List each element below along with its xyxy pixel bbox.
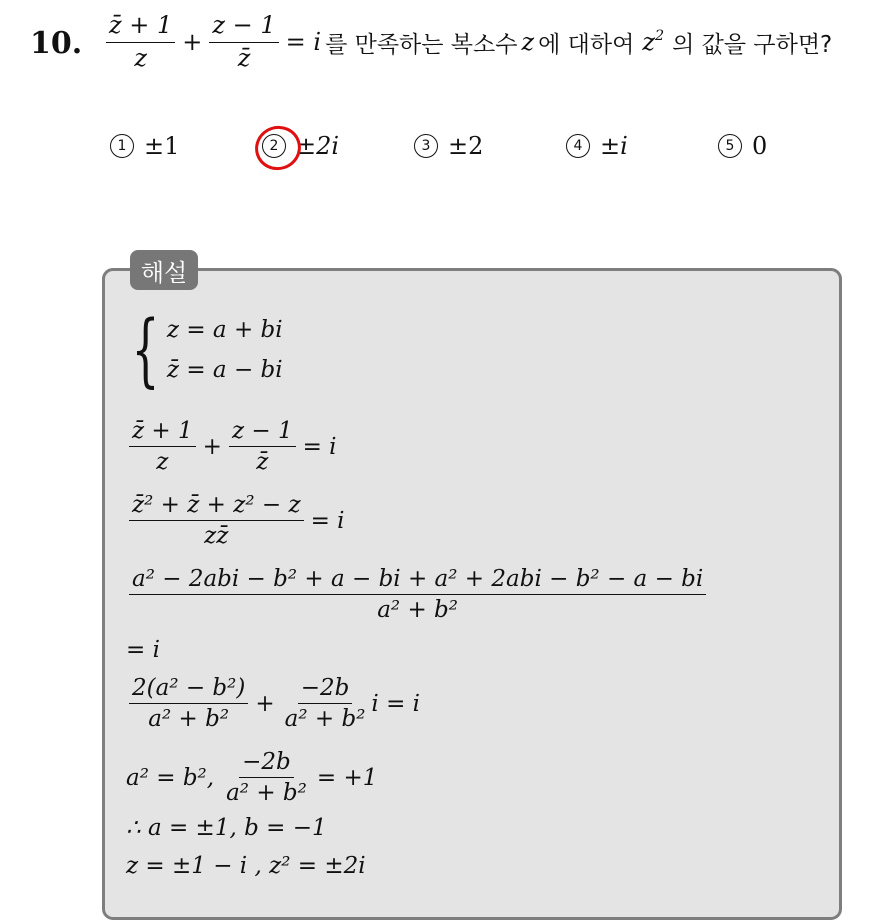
question-korean-3: 의 값을 구하면? bbox=[672, 31, 833, 58]
system-lines bbox=[167, 317, 283, 383]
numerator: z − 1 bbox=[209, 12, 278, 43]
numerator: z̄² + z̄ + z² − z bbox=[129, 492, 304, 521]
solution-line-5 bbox=[126, 675, 420, 733]
fraction bbox=[129, 418, 196, 476]
numerator: z̄ + 1 bbox=[106, 12, 175, 43]
choice-number-wrap bbox=[262, 134, 286, 158]
choice-value: ±i bbox=[600, 132, 628, 160]
z-squared bbox=[642, 28, 664, 56]
rhs: i = i bbox=[371, 690, 421, 717]
denominator: zz̄ bbox=[204, 523, 229, 550]
numerator: −2b bbox=[298, 675, 353, 704]
question-number: 10. bbox=[30, 26, 83, 61]
choice-number-5: 5 bbox=[718, 134, 742, 158]
denominator: a² + b² bbox=[226, 780, 307, 807]
fraction bbox=[129, 675, 248, 733]
choice-value: ±1 bbox=[144, 132, 180, 160]
choice-number-4: 4 bbox=[566, 134, 590, 158]
choice-value: ±2i bbox=[296, 132, 340, 160]
solution-line-4: = i bbox=[126, 637, 160, 663]
equation-system bbox=[120, 303, 283, 396]
denominator: a² + b² bbox=[284, 706, 366, 733]
solution-line-7: ∴ a = ±1, b = −1 bbox=[126, 815, 327, 841]
denominator: z̄ bbox=[256, 449, 269, 476]
choice-4[interactable] bbox=[566, 132, 628, 160]
fraction bbox=[223, 749, 310, 807]
choice-2[interactable] bbox=[262, 132, 339, 160]
choice-1[interactable] bbox=[110, 132, 179, 160]
plus-sign: + bbox=[202, 433, 222, 460]
denominator: z bbox=[156, 449, 169, 476]
choice-5[interactable] bbox=[718, 132, 767, 160]
rhs: = i bbox=[302, 433, 337, 460]
solution-tab: 해설 bbox=[130, 250, 198, 290]
question-korean-2: 에 대하여 bbox=[538, 31, 635, 58]
solution-line-2 bbox=[126, 492, 349, 550]
numerator: a² − 2abi − b² + a − bi + a² + 2abi − b² − a − bi bbox=[129, 566, 706, 595]
solution-line-3 bbox=[126, 566, 709, 624]
choice-number-2: 2 bbox=[262, 134, 286, 158]
denominator: z bbox=[134, 43, 147, 72]
fraction bbox=[209, 12, 278, 72]
exponent: 2 bbox=[654, 28, 665, 45]
solution-line-8: z = ±1 − i , z² = ±2i bbox=[126, 853, 366, 879]
fraction bbox=[229, 418, 296, 476]
denominator: z̄ bbox=[237, 43, 251, 72]
numerator: −2b bbox=[239, 749, 294, 778]
selected-circle-mark bbox=[249, 120, 306, 176]
answer-choices bbox=[0, 132, 884, 172]
brace: { bbox=[131, 303, 160, 396]
system-line-1: z = a + bi bbox=[166, 317, 283, 343]
choice-3[interactable] bbox=[414, 132, 483, 160]
numerator: z − 1 bbox=[229, 418, 296, 447]
rhs: = i bbox=[310, 507, 345, 534]
solution-line-6 bbox=[126, 749, 381, 807]
plus-sign: + bbox=[255, 690, 275, 717]
fraction bbox=[106, 12, 175, 72]
equals-i: = i bbox=[285, 28, 322, 57]
solution-line-1 bbox=[126, 418, 341, 476]
numerator: z̄ + 1 bbox=[129, 418, 196, 447]
question-text bbox=[103, 12, 832, 72]
variable-z: z bbox=[521, 28, 535, 57]
question-korean-1: 를 만족하는 복소수 bbox=[325, 31, 518, 58]
choice-number-3: 3 bbox=[414, 134, 438, 158]
choice-number-1: 1 bbox=[110, 134, 134, 158]
plus-sign: + bbox=[182, 28, 203, 57]
numerator: 2(a² − b²) bbox=[129, 675, 248, 704]
denominator: a² + b² bbox=[377, 597, 458, 624]
choice-value: ±2 bbox=[448, 132, 484, 160]
fraction bbox=[129, 492, 304, 550]
fraction bbox=[282, 675, 369, 733]
rhs: = +1 bbox=[316, 764, 378, 791]
choice-value: 0 bbox=[752, 132, 768, 160]
denominator: a² + b² bbox=[148, 706, 230, 733]
lhs: a² = b², bbox=[126, 764, 215, 791]
system-line-2: z̄ = a − bi bbox=[166, 357, 283, 383]
fraction bbox=[129, 566, 706, 624]
z-base: z bbox=[642, 28, 655, 57]
